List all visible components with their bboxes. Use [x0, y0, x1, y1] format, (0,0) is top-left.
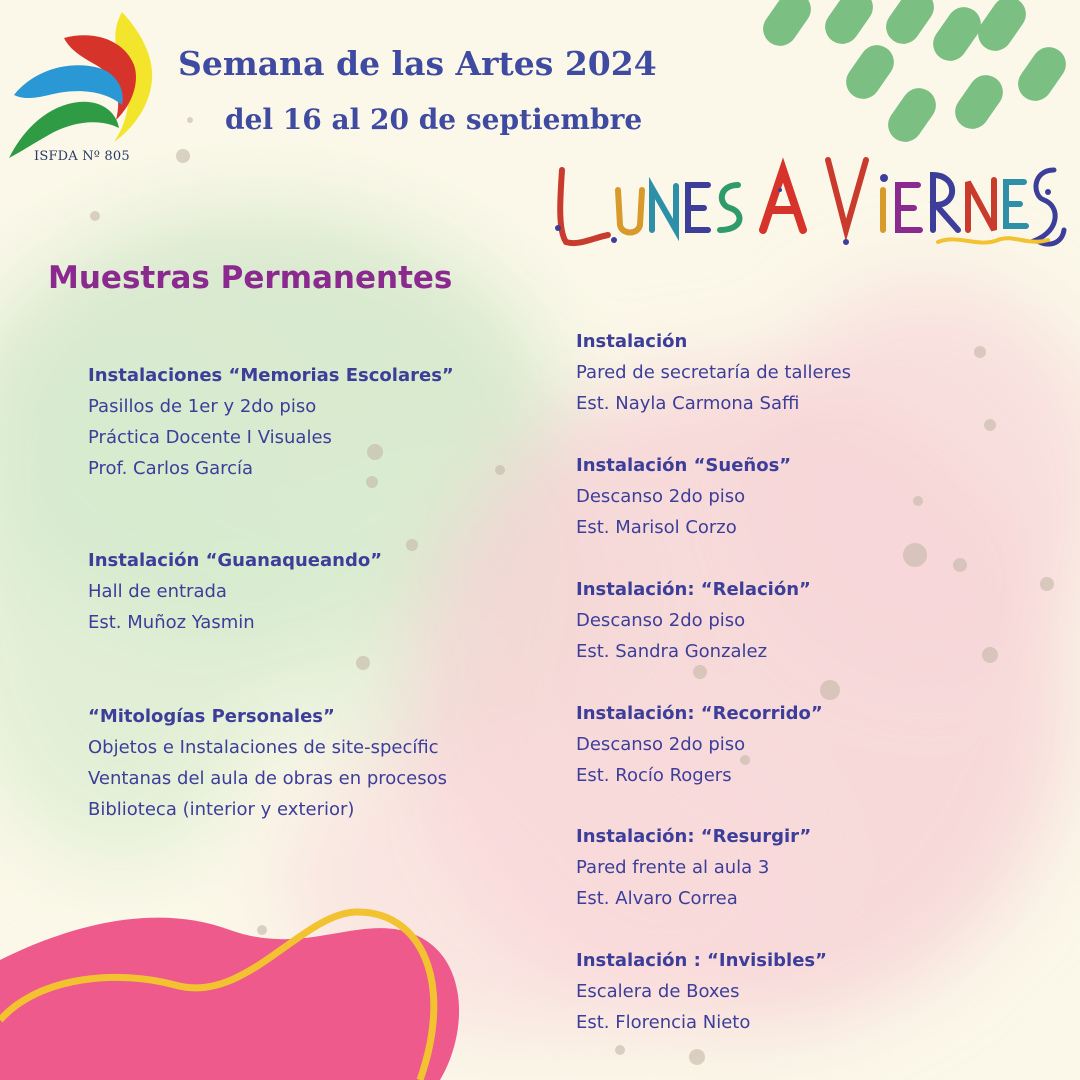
event-title: Semana de las Artes 2024 [178, 44, 657, 83]
item-line: Pasillos de 1er y 2do piso [88, 396, 317, 417]
item-line: Biblioteca (interior y exterior) [88, 799, 355, 820]
event-dates: del 16 al 20 de septiembre [225, 103, 643, 136]
item-line: Hall de entrada [88, 581, 227, 602]
item-heading: Instalación: “Resurgir” [576, 826, 812, 847]
item-line: Objetos e Instalaciones de site-specífic [88, 737, 439, 758]
item-heading: Instalación: “Recorrido” [576, 703, 823, 724]
right-item-resurgir [576, 821, 811, 914]
logo-text: ISFDA Nº 805 [34, 149, 130, 164]
item-line: Prof. Carlos García [88, 458, 254, 479]
item-heading: Instalación: “Relación” [576, 579, 811, 600]
item-line: Descanso 2do piso [576, 734, 746, 755]
item-heading: Instalación “Guanaqueando” [88, 550, 383, 571]
item-line: Pared frente al aula 3 [576, 857, 770, 878]
item-line: Est. Marisol Corzo [576, 517, 737, 538]
item-heading: Instalaciones “Memorias Escolares” [88, 365, 454, 386]
item-line: Ventanas del aula de obras en procesos [88, 768, 448, 789]
item-line: Est. Rocío Rogers [576, 765, 732, 786]
item-line: Est. Sandra Gonzalez [576, 641, 768, 662]
right-item-instalacion [576, 326, 851, 419]
lunes-a-viernes-lettering [548, 130, 1068, 260]
item-line: Est. Muñoz Yasmin [88, 612, 255, 633]
left-item-guanaqueando [88, 545, 382, 638]
item-line: Pared de secretaría de talleres [576, 362, 852, 383]
item-line: Est. Alvaro Correa [576, 888, 738, 909]
left-item-mitologias [88, 701, 447, 825]
isfda-logo [4, 10, 174, 170]
pink-blob [0, 918, 459, 1080]
item-line: Práctica Docente I Visuales [88, 427, 332, 448]
item-heading: Instalación [576, 331, 688, 352]
item-line: Descanso 2do piso [576, 610, 746, 631]
item-line: Est. Florencia Nieto [576, 1012, 751, 1033]
right-item-invisibles [576, 945, 827, 1038]
right-item-recorrido [576, 698, 823, 791]
item-heading: Instalación “Sueños” [576, 455, 792, 476]
right-item-suenos [576, 450, 791, 543]
right-item-relacion [576, 574, 811, 667]
item-heading: Instalación : “Invisibles” [576, 950, 827, 971]
item-line: Escalera de Boxes [576, 981, 740, 1002]
section-title: Muestras Permanentes [48, 260, 453, 296]
item-line: Descanso 2do piso [576, 486, 746, 507]
left-item-memorias [88, 360, 454, 484]
item-line: Est. Nayla Carmona Saffi [576, 393, 800, 414]
item-heading: “Mitologías Personales” [88, 706, 335, 727]
